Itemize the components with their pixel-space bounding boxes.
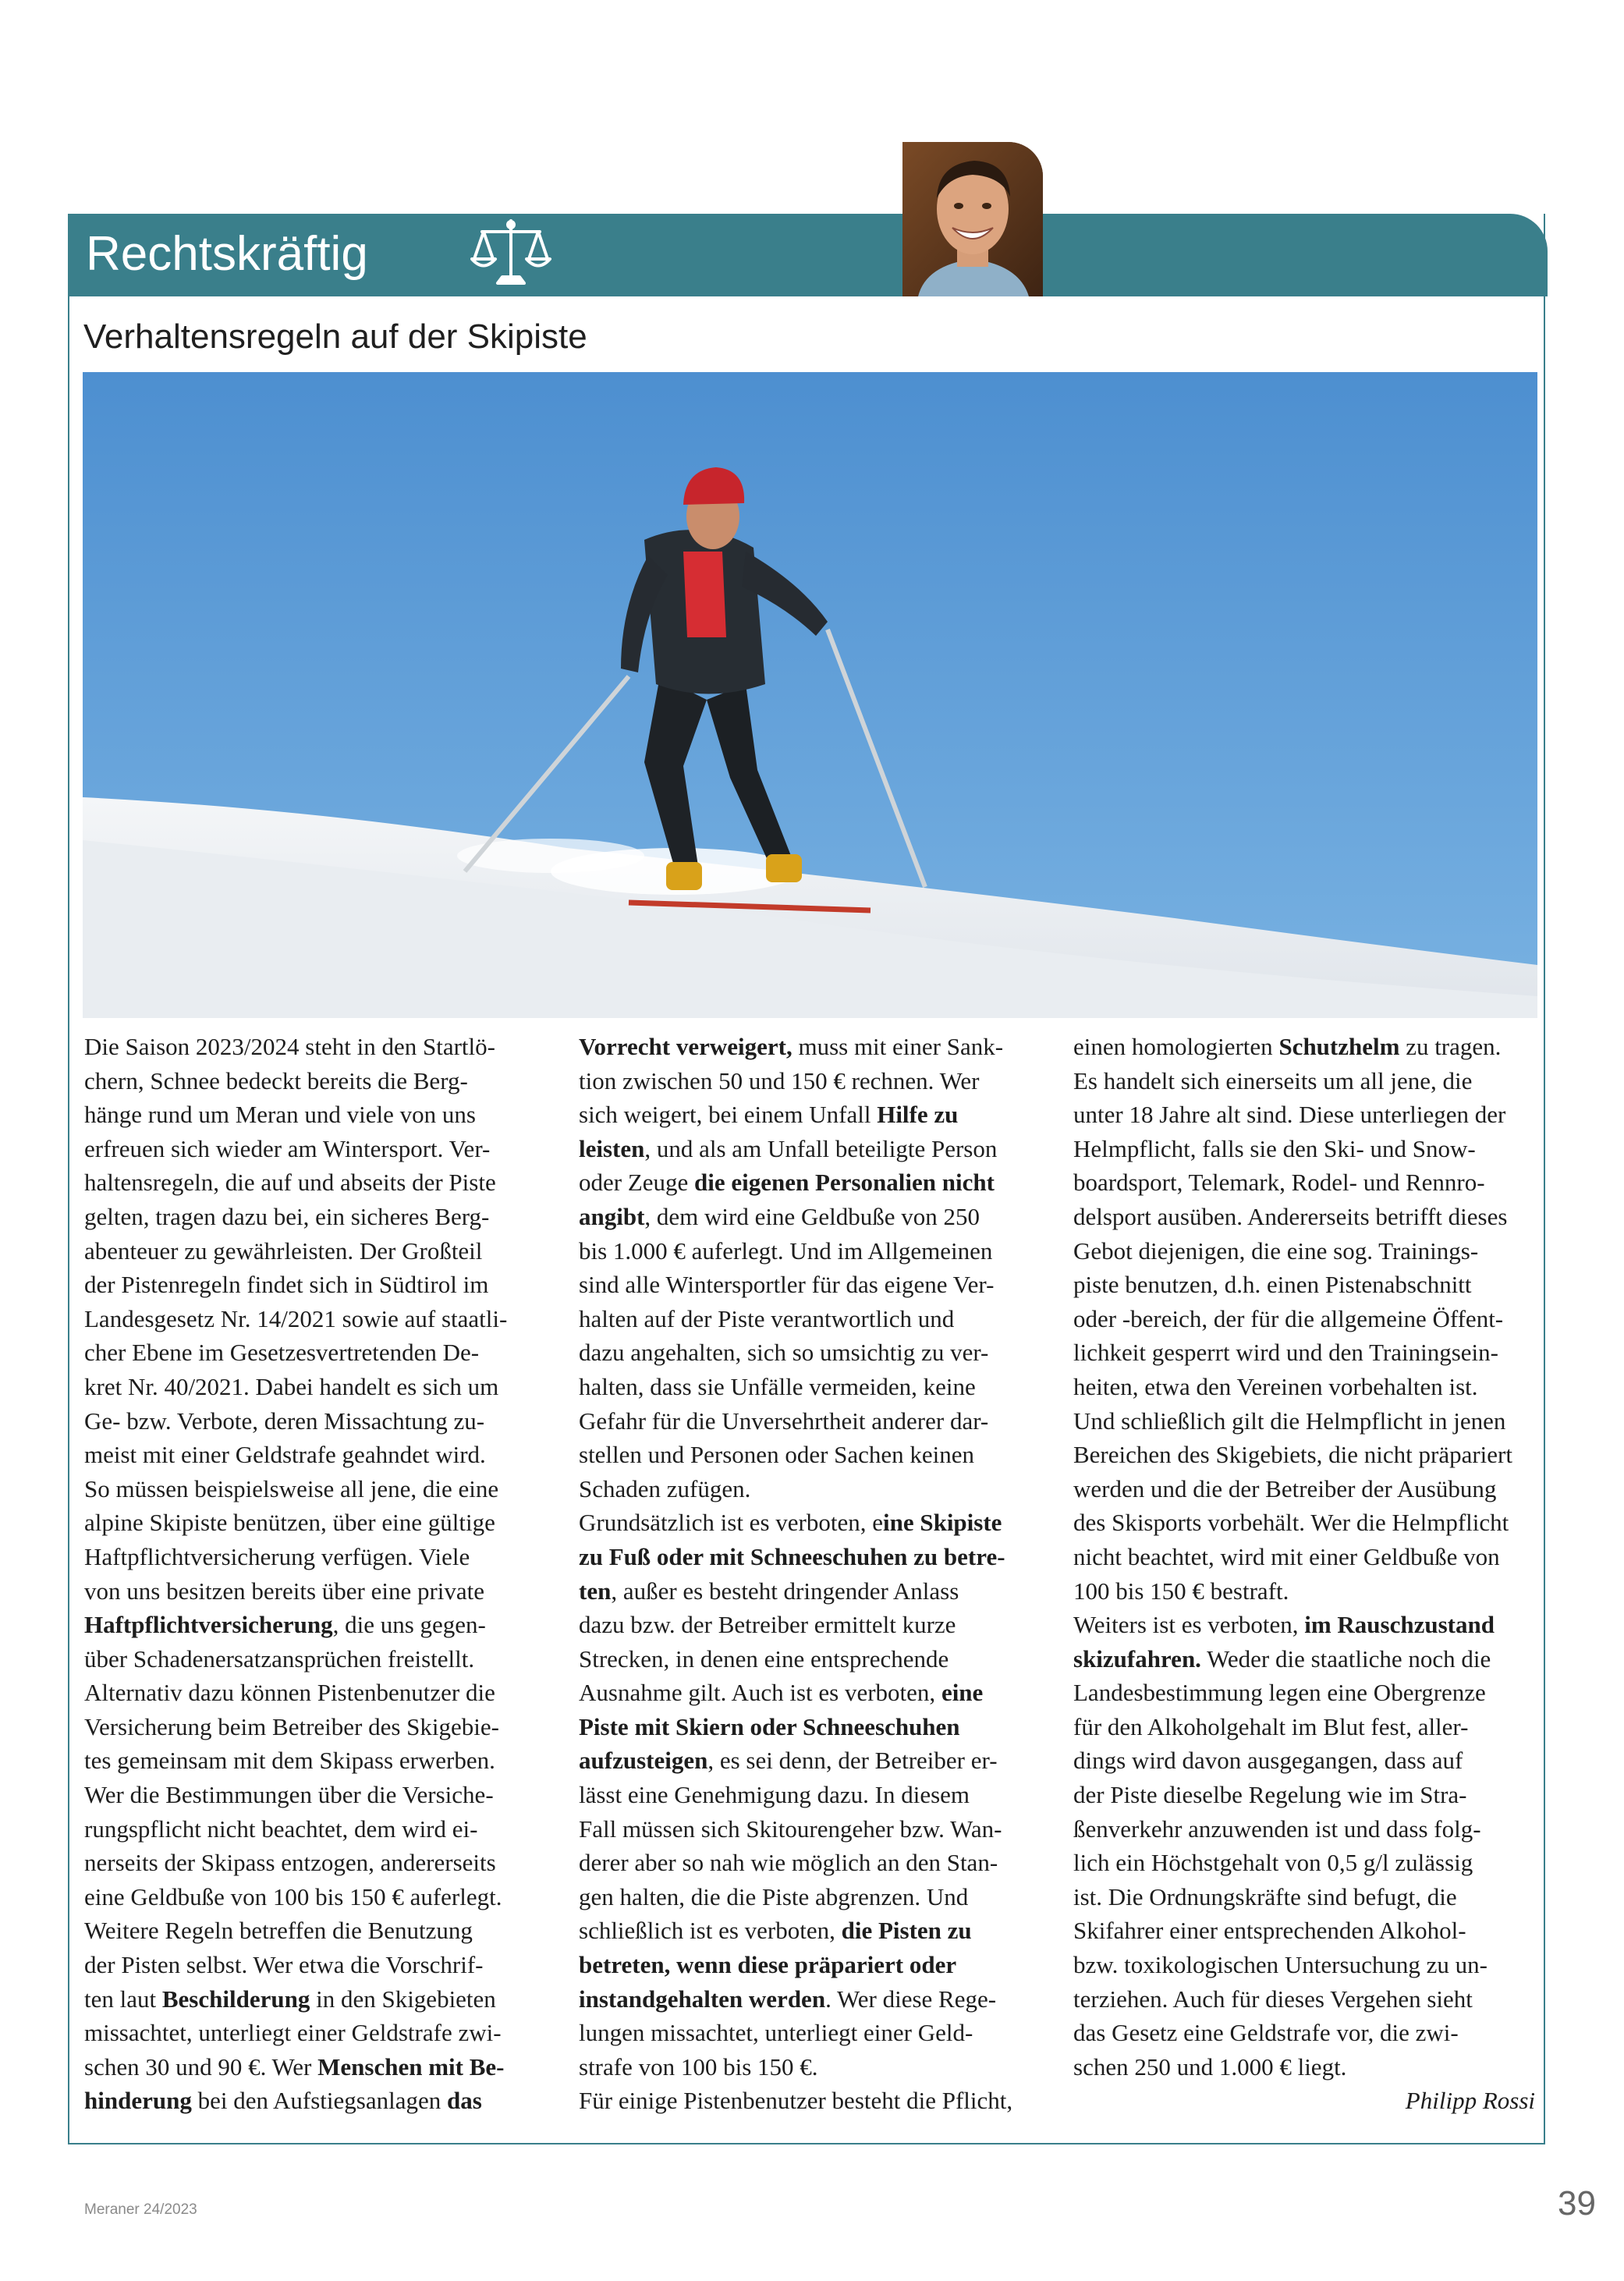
text-line: bis 1.000 € auferlegt. Und im Allgemeinen	[579, 1236, 993, 1265]
text-line: dazu angehalten, sich so umsichtig zu ver-	[579, 1339, 989, 1367]
text-line: So müssen beispielsweise all jene, die eine	[84, 1474, 499, 1502]
text-line: gelten, tragen dazu bei, ein sicheres Berg-	[84, 1202, 490, 1230]
text-line: oder Zeuge die eigenen Personalien nicht	[579, 1169, 995, 1197]
text-line: kret Nr. 40/2021. Dabei handelt es sich um	[84, 1372, 499, 1400]
text-line: derer aber so nah wie möglich an den Stan-	[579, 1849, 998, 1877]
text-line: bzw. toxikologischen Untersuchung zu un-	[1073, 1951, 1487, 1979]
text-line: strafe von 100 bis 150 €.	[579, 2052, 818, 2081]
text-line: erfreuen sich wieder am Wintersport. Ver-	[84, 1134, 491, 1162]
text-column-3	[1073, 1030, 1535, 2118]
text-line: Bereichen des Skigebiets, die nicht präpariert	[1073, 1441, 1512, 1469]
text-line: cher Ebene im Gesetzesvertretenden De-	[84, 1339, 480, 1367]
text-line: Alternativ dazu können Pistenbenutzer die	[84, 1679, 495, 1707]
text-line: werden und die der Betreiber der Ausübung	[1073, 1474, 1497, 1502]
text-line: der Piste dieselbe Regelung wie im Stra-	[1073, 1781, 1467, 1809]
text-line: der Pistenregeln findet sich in Südtirol im	[84, 1271, 489, 1299]
article-headline: Verhaltensregeln auf der Skipiste	[83, 317, 587, 356]
text-line: abenteuer zu gewährleisten. Der Großteil	[84, 1236, 483, 1265]
text-line: chern, Schnee bedeckt bereits die Berg-	[84, 1066, 468, 1094]
text-line: schen 30 und 90 €. Wer Menschen mit Be-	[84, 2052, 505, 2081]
author-portrait	[902, 142, 1043, 296]
text-line: Vorrecht verweigert, muss mit einer Sank-	[579, 1033, 1004, 1060]
rubric-title: Rechtskräftig	[86, 227, 368, 281]
text-line: über Schadenersatzansprüchen freistellt.	[84, 1644, 475, 1673]
text-line: das Gesetz eine Geldstrafe vor, die zwi-	[1073, 2019, 1459, 2047]
text-line: sich weigert, bei einem Unfall Hilfe zu	[579, 1101, 959, 1129]
text-line: Haftpflichtversicherung, die uns gegen-	[84, 1611, 486, 1639]
text-line: missachtet, unterliegt einer Geldstrafe zwi-	[84, 2019, 502, 2047]
text-line: sind alle Wintersportler für das eigene Ver-	[579, 1271, 995, 1299]
page-number: 39	[1558, 2184, 1596, 2222]
text-line: Versicherung beim Betreiber des Skigebie-	[84, 1712, 499, 1740]
text-line: schen 250 und 1.000 € liegt.	[1073, 2052, 1347, 2081]
text-line: Und schließlich gilt die Helmpflicht in jenen	[1073, 1407, 1506, 1435]
text-line: Piste mit Skiern oder Schneeschuhen	[579, 1712, 960, 1740]
text-line: Grundsätzlich ist es verboten, eine Skipiste	[579, 1509, 1002, 1537]
text-line: Wer die Bestimmungen über die Versiche-	[84, 1781, 494, 1809]
text-line: der Pisten selbst. Wer etwa die Vorschrif-	[84, 1951, 484, 1979]
text-line: tes gemeinsam mit dem Skipass erwerben.	[84, 1747, 495, 1775]
text-line: ßenverkehr anzuwenden ist und dass folg-	[1073, 1815, 1481, 1843]
text-line: lich ein Höchstgehalt von 0,5 g/l zulässig	[1073, 1849, 1473, 1877]
article-photo	[83, 372, 1537, 1018]
text-column-2	[579, 1030, 1039, 2118]
text-line: oder -bereich, der für die allgemeine Öffent-	[1073, 1304, 1504, 1332]
text-line: Gefahr für die Unversehrtheit anderer dar-	[579, 1407, 989, 1435]
text-line: 100 bis 150 € bestraft.	[1073, 1577, 1289, 1605]
text-line: aufzusteigen, es sei denn, der Betreiber er-	[579, 1747, 998, 1775]
text-line: Ge- bzw. Verbote, deren Missachtung zu-	[84, 1407, 485, 1435]
text-line: des Skisports vorbehält. Wer die Helmpflicht	[1073, 1509, 1509, 1537]
text-line: nerseits der Skipass entzogen, andererseits	[84, 1849, 496, 1877]
text-line: gen halten, die die Piste abgrenzen. Und	[579, 1882, 969, 1910]
text-line: Gebot diejenigen, die eine sog. Trainings-	[1073, 1236, 1479, 1265]
text-line: Es handelt sich einerseits um all jene, die	[1073, 1066, 1473, 1094]
text-line: Schaden zufügen.	[579, 1474, 751, 1502]
text-line: ten laut Beschilderung in den Skigebieten	[84, 1985, 496, 2013]
text-line: hinderung bei den Aufstiegsanlagen das	[84, 2087, 482, 2115]
text-line: stellen und Personen oder Sachen keinen	[579, 1441, 975, 1469]
text-column-1	[84, 1030, 544, 2118]
text-line: lungen missachtet, unterliegt einer Geld-	[579, 2019, 973, 2047]
text-line: Für einige Pistenbenutzer besteht die Pflicht,	[579, 2087, 1013, 2115]
text-line: unter 18 Jahre alt sind. Diese unterliegen der	[1073, 1101, 1506, 1129]
text-line: delsport ausüben. Andererseits betrifft dieses	[1073, 1202, 1508, 1230]
text-line: Weitere Regeln betreffen die Benutzung	[84, 1917, 473, 1945]
text-line: Landesbestimmung legen eine Obergrenze	[1073, 1679, 1486, 1707]
text-line: angibt, dem wird eine Geldbuße von 250	[579, 1202, 980, 1230]
text-line: halten, dass sie Unfälle vermeiden, keine	[579, 1372, 976, 1400]
text-line: halten auf der Piste verantwortlich und	[579, 1304, 955, 1332]
text-line: leisten, und als am Unfall beteiligte Person	[579, 1134, 998, 1162]
text-line: haltensregeln, die auf und abseits der Piste	[84, 1169, 496, 1197]
text-line: lichkeit gesperrt wird und den Trainingsein-	[1073, 1339, 1498, 1367]
text-line: Landesgesetz Nr. 14/2021 sowie auf staatli-	[84, 1304, 508, 1332]
text-line: einen homologierten Schutzhelm zu tragen.	[1073, 1033, 1502, 1060]
text-line: ist. Die Ordnungskräfte sind befugt, die	[1073, 1882, 1457, 1910]
text-line: schließlich ist es verboten, die Pisten zu	[579, 1917, 972, 1945]
text-line: instandgehalten werden. Wer diese Rege-	[579, 1985, 997, 2013]
text-line: heiten, etwa den Vereinen vorbehalten ist.	[1073, 1372, 1478, 1400]
text-line: alpine Skipiste benützen, über eine gültige	[84, 1509, 495, 1537]
text-line: Weiters ist es verboten, im Rauschzustand	[1073, 1611, 1495, 1639]
text-line: tion zwischen 50 und 150 € rechnen. Wer	[579, 1066, 980, 1094]
text-line: Ausnahme gilt. Auch ist es verboten, eine	[579, 1679, 984, 1707]
publication-footer: Meraner 24/2023	[84, 2201, 197, 2218]
text-line: terziehen. Auch für dieses Vergehen sieht	[1073, 1985, 1473, 2013]
text-line: eine Geldbuße von 100 bis 150 € auferlegt.	[84, 1882, 502, 1910]
text-line: betreten, wenn diese präpariert oder	[579, 1951, 957, 1979]
author-byline: Philipp Rossi	[1405, 2087, 1535, 2115]
text-line: skizufahren. Weder die staatliche noch die	[1073, 1644, 1491, 1673]
text-line: Die Saison 2023/2024 steht in den Startlö-	[84, 1033, 495, 1060]
text-line: Fall müssen sich Skitourengeher bzw. Wan-	[579, 1815, 1002, 1843]
text-line: dazu bzw. der Betreiber ermittelt kurze	[579, 1611, 956, 1639]
text-line: für den Alkoholgehalt im Blut fest, aller-	[1073, 1712, 1469, 1740]
text-line: rungspflicht nicht beachtet, dem wird ei-	[84, 1815, 478, 1843]
text-line: ten, außer es besteht dringender Anlass	[579, 1577, 959, 1605]
text-line: nicht beachtet, wird mit einer Geldbuße von	[1073, 1542, 1500, 1570]
text-line: meist mit einer Geldstrafe geahndet wird.	[84, 1441, 486, 1469]
text-line: von uns besitzen bereits über eine private	[84, 1577, 485, 1605]
text-line: hänge rund um Meran und viele von uns	[84, 1101, 476, 1129]
text-line: lässt eine Genehmigung dazu. In diesem	[579, 1781, 970, 1809]
text-line: dings wird davon ausgegangen, dass auf	[1073, 1747, 1463, 1775]
text-line: zu Fuß oder mit Schneeschuhen zu betre-	[579, 1542, 1005, 1570]
text-line: boardsport, Telemark, Rodel- und Rennro-	[1073, 1169, 1485, 1197]
scales-of-justice-icon	[468, 216, 554, 294]
text-line: Skifahrer einer entsprechenden Alkohol-	[1073, 1917, 1466, 1945]
text-line: Haftpflichtversicherung verfügen. Viele	[84, 1542, 470, 1570]
text-line: Strecken, in denen eine entsprechende	[579, 1644, 949, 1673]
text-line: piste benutzen, d.h. einen Pistenabschnitt	[1073, 1271, 1472, 1299]
text-line: Helmpflicht, falls sie den Ski- und Snow-	[1073, 1134, 1476, 1162]
